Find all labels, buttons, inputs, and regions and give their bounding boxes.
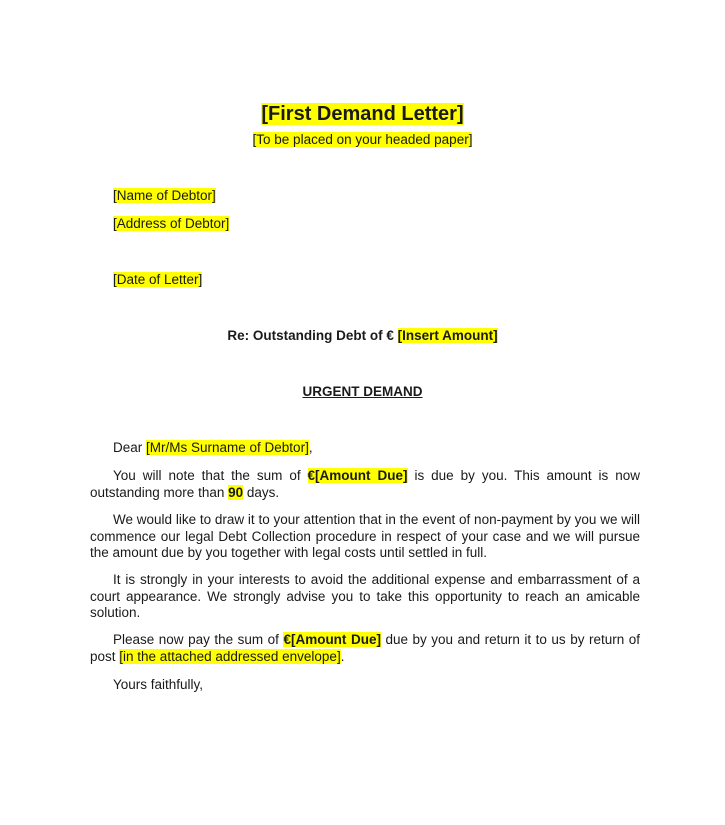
re-amount: [Insert Amount] bbox=[397, 328, 498, 343]
salutation-name: [Mr/Ms Surname of Debtor] bbox=[146, 440, 309, 455]
letter-date: [Date of Letter] bbox=[113, 272, 203, 287]
paragraph-court-appearance: It is strongly in your interests to avoid the additional expense and embarrassment of a court appearance. We strongly advise you to take this opportunity to reach an amicable solution. bbox=[90, 572, 640, 620]
letter-subtitle: [To be placed on your headed paper] bbox=[252, 132, 473, 147]
urgent-demand-heading: URGENT DEMAND bbox=[302, 384, 423, 399]
amount-due: €[Amount Due] bbox=[307, 468, 408, 483]
re-line: Re: Outstanding Debt of € [Insert Amount] bbox=[227, 328, 498, 343]
letter-title: [First Demand Letter] bbox=[261, 103, 464, 125]
paragraph-amount-due: You will note that the sum of €[Amount Due] is due by you. This amount is now outstanding more than 90 days. bbox=[90, 468, 640, 500]
salutation: Dear [Mr/Ms Surname of Debtor], bbox=[113, 440, 313, 455]
debtor-address: [Address of Debtor] bbox=[113, 216, 230, 231]
closing: Yours faithfully, bbox=[113, 677, 204, 692]
days-count: 90 bbox=[228, 484, 244, 500]
paragraph-legal-procedure: We would like to draw it to your attention that in the event of non-payment by you we will commence our legal Debt Collection procedure in respect of your case and we will pursue the amount due by you together with legal costs until settled in full. bbox=[90, 512, 640, 560]
debtor-name: [Name of Debtor] bbox=[113, 188, 216, 203]
amount-due-2: €[Amount Due] bbox=[283, 632, 381, 647]
paragraph-payment-request: Please now pay the sum of €[Amount Due] due by you and return it to us by return of post [in the attached addressed envelope]. bbox=[90, 632, 641, 664]
envelope-note: [in the attached addressed envelope] bbox=[119, 648, 341, 664]
